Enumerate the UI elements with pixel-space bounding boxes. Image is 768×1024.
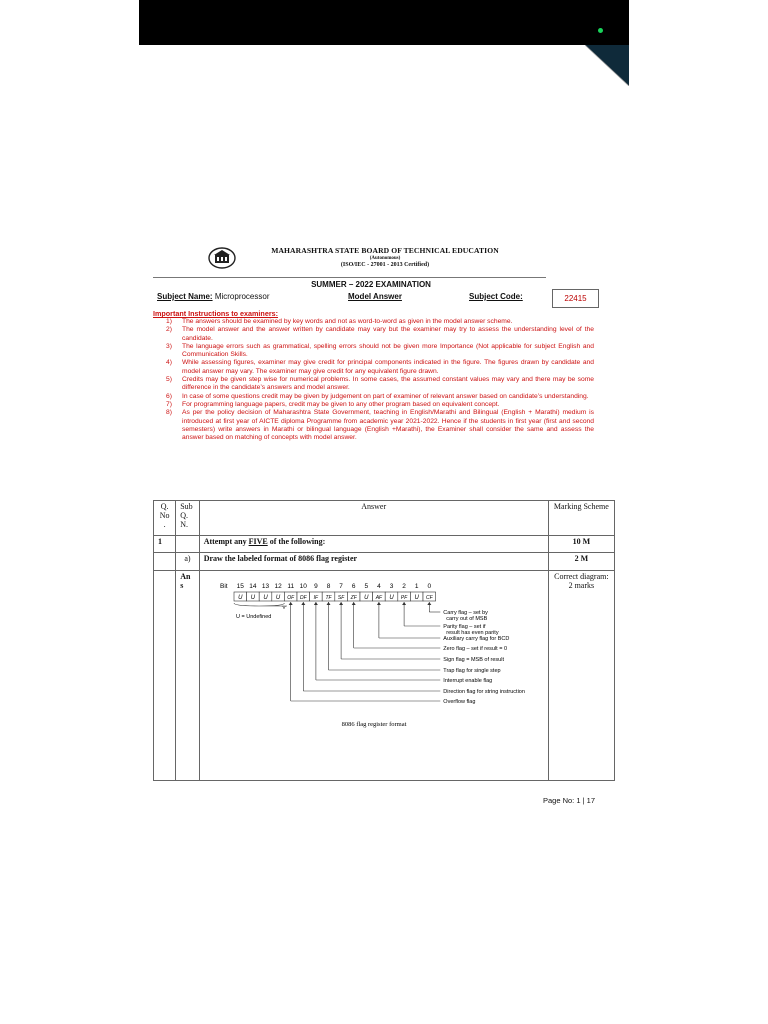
flag-pointer-arrow <box>339 602 343 605</box>
flag-cell-label: U <box>250 595 255 601</box>
instruction-item <box>166 318 594 326</box>
board-certification: (ISO/IEC - 27001 - 2013 Certified) <box>340 262 430 268</box>
flag-cell-label: PF <box>400 595 407 601</box>
flag-cell-label: U <box>275 595 280 601</box>
flag-cell-label: OF <box>286 595 294 601</box>
flag-cell-label: U <box>414 595 419 601</box>
flag-register-diagram <box>204 576 544 746</box>
viewer-top-bar <box>139 0 629 45</box>
header-subqn: Sub Q. N. <box>176 501 200 536</box>
bit-number: 11 <box>287 583 294 590</box>
flag-cell-label: U <box>363 595 369 601</box>
bit-number: 14 <box>248 583 257 590</box>
flag-pointer-arrow <box>427 602 431 605</box>
flag-pointer-arrow <box>314 602 318 605</box>
instruction-number: 3) <box>166 342 172 350</box>
instruction-item <box>166 409 594 442</box>
flag-description: Interrupt enable flag <box>443 678 492 684</box>
instruction-text: As per the policy decision of Maharashtra State Government, teaching in English/Marathi and Bilingual (English + Marathi) medium is introduced at first year of AICTE diploma Programme from academic year 2021-2022. Hence if the students in first year (first and second semesters) write answers in Marathi or bilingual language (English +Marathi), the Examiner shall consider the same and assess the answer based on matching of concepts with model answer. <box>182 409 594 442</box>
flag-description-cont: carry out of MSB <box>446 616 487 622</box>
flag-pointer-arrow <box>301 602 305 605</box>
undefined-note: U = Undefined <box>235 614 272 620</box>
diagram-caption: 8086 flag register format <box>341 721 407 728</box>
flag-pointer-arrow <box>377 602 381 605</box>
row-marks: 2 M <box>548 553 614 571</box>
instruction-number: 8) <box>166 409 172 417</box>
bit-number: 3 <box>389 583 394 590</box>
flag-pointer-arrow <box>288 602 292 605</box>
flag-description: Sign flag = MSB of result <box>443 657 504 663</box>
exam-title: SUMMER – 2022 EXAMINATION <box>311 280 431 289</box>
instruction-text: For programming language papers, credit may be given to any other program based on equivalent concept. <box>182 400 500 408</box>
header-answer: Answer <box>199 501 548 536</box>
header-divider <box>153 277 546 278</box>
flag-description: Parity flag – set if <box>443 624 486 630</box>
instruction-number: 4) <box>166 359 172 367</box>
row-qno: 1 <box>154 536 176 553</box>
instructions-title: Important Instructions to examiners: <box>153 309 279 318</box>
table-row <box>154 536 615 553</box>
subject-code-box: 22415 <box>552 289 599 308</box>
bit-number: 9 <box>313 583 318 590</box>
row-ans-label: An s <box>176 571 200 781</box>
status-indicator-icon <box>598 28 603 33</box>
page-number: Page No: 1 | 17 <box>543 796 595 805</box>
flag-pointer-arrow <box>402 602 406 605</box>
instruction-item <box>166 401 594 409</box>
flag-cell-label: CF <box>425 595 433 601</box>
instruction-number: 1) <box>166 318 172 325</box>
marking-table <box>153 500 615 781</box>
bit-number: 0 <box>427 583 431 590</box>
row-qno-empty <box>154 571 176 781</box>
table-header-row <box>154 501 615 536</box>
flag-description: Auxiliary carry flag for BCD <box>443 636 510 642</box>
table-row <box>154 571 615 781</box>
flag-cell-label: U <box>263 595 268 601</box>
flag-cell-label: TF <box>325 595 332 601</box>
board-name: MAHARASHTRA STATE BOARD OF TECHNICAL EDUCATION <box>271 246 499 255</box>
instruction-number: 5) <box>166 376 172 384</box>
subject-name <box>157 292 270 301</box>
flag-description: Zero flag – set if result = 0 <box>443 646 507 652</box>
bit-number: 13 <box>261 583 269 590</box>
instruction-number: 2) <box>166 326 172 334</box>
page-curl-icon[interactable] <box>585 45 629 86</box>
bit-number: 10 <box>299 583 307 590</box>
row-subqn: a) <box>176 553 200 571</box>
row-qno-empty <box>154 553 176 571</box>
instruction-item <box>166 359 594 376</box>
model-answer-label: Model Answer <box>348 292 402 301</box>
table-row <box>154 553 615 571</box>
instruction-item <box>166 343 594 360</box>
instruction-number: 7) <box>166 400 172 408</box>
flag-description: Trap flag for single step <box>443 668 501 674</box>
instructions-list <box>166 318 594 442</box>
bit-number: 1 <box>414 583 419 590</box>
bit-number: 5 <box>364 583 368 590</box>
bit-number: 2 <box>401 583 406 590</box>
flag-description: Direction flag for string instruction <box>443 689 525 695</box>
bit-number: 7 <box>338 583 343 590</box>
flag-cell-label: U <box>389 595 394 601</box>
row-question: Draw the labeled format of 8086 flag register <box>199 553 548 571</box>
flag-pointer-arrow <box>351 602 355 605</box>
flag-cell-label: IF <box>313 595 318 601</box>
board-autonomous: (Autonomous) <box>369 256 401 261</box>
row-question <box>199 536 548 553</box>
flag-cell-label: AF <box>375 595 382 601</box>
flag-description-cont: result has even parity <box>446 630 499 636</box>
instruction-text: Credits may be given step wise for numerical problems. In some cases, the assumed constant values may vary and there may be some difference in the candidate’s answers and model answer. <box>182 376 594 392</box>
flag-cell-label: U <box>237 595 243 601</box>
row-subqn-empty <box>176 536 200 553</box>
instruction-text: The answers should be examined by key words and not as word-to-word as given in the model answer scheme. <box>182 318 513 325</box>
instruction-item <box>166 393 594 401</box>
bit-number: 12 <box>274 583 282 590</box>
instruction-text: The language errors such as grammatical, spelling errors should not be given more Importance (Not applicable for subject English and Communication Skills. <box>182 342 594 359</box>
header-marking: Marking Scheme <box>548 501 614 536</box>
undefined-brace <box>234 603 287 609</box>
flag-cell-label: DF <box>299 595 307 601</box>
msbte-logo-icon <box>208 246 236 270</box>
bit-number: 8 <box>326 583 331 590</box>
instruction-text: The model answer and the answer written by candidate may vary but the examiner may try to assess the understanding level of the candidate. <box>182 326 594 342</box>
bit-number: 6 <box>351 583 356 590</box>
board-header <box>240 246 530 268</box>
bit-number: 4 <box>376 583 381 590</box>
flag-description: Overflow flag <box>443 699 476 705</box>
flag-cell-label: SF <box>337 595 344 601</box>
subject-name-label: Subject Name: <box>157 292 213 301</box>
bit-label: Bit <box>219 583 228 590</box>
row-answer-diagram <box>199 571 548 781</box>
flag-pointer-arrow <box>326 602 330 605</box>
question-text-pre: Attempt any <box>203 537 249 546</box>
instruction-text: In case of some questions credit may be given by judgement on part of examiner of relevant answer based on candidate’s understanding. <box>182 392 589 400</box>
instruction-item <box>166 326 594 343</box>
question-text-post: of the following: <box>267 537 326 546</box>
subject-name-value: Microprocessor <box>214 292 270 301</box>
row-marks: 10 M <box>548 536 614 553</box>
flag-description: Carry flag – set by <box>443 610 488 616</box>
instruction-text: While assessing figures, examiner may give credit for principal components indicated in the figure. The figures drawn by candidate and model answer may vary. The examiner may give credit for any equivalent figure drawn. <box>182 359 594 375</box>
question-text-em: FIVE <box>248 537 268 546</box>
header-qno: Q. No . <box>154 501 176 536</box>
flag-cell-label: ZF <box>350 595 357 601</box>
instruction-number: 6) <box>166 392 172 400</box>
subject-code-label: Subject Code: <box>469 292 523 301</box>
instruction-item <box>166 376 594 393</box>
row-marks: Correct diagram: 2 marks <box>548 571 614 781</box>
bit-number: 15 <box>236 583 244 590</box>
